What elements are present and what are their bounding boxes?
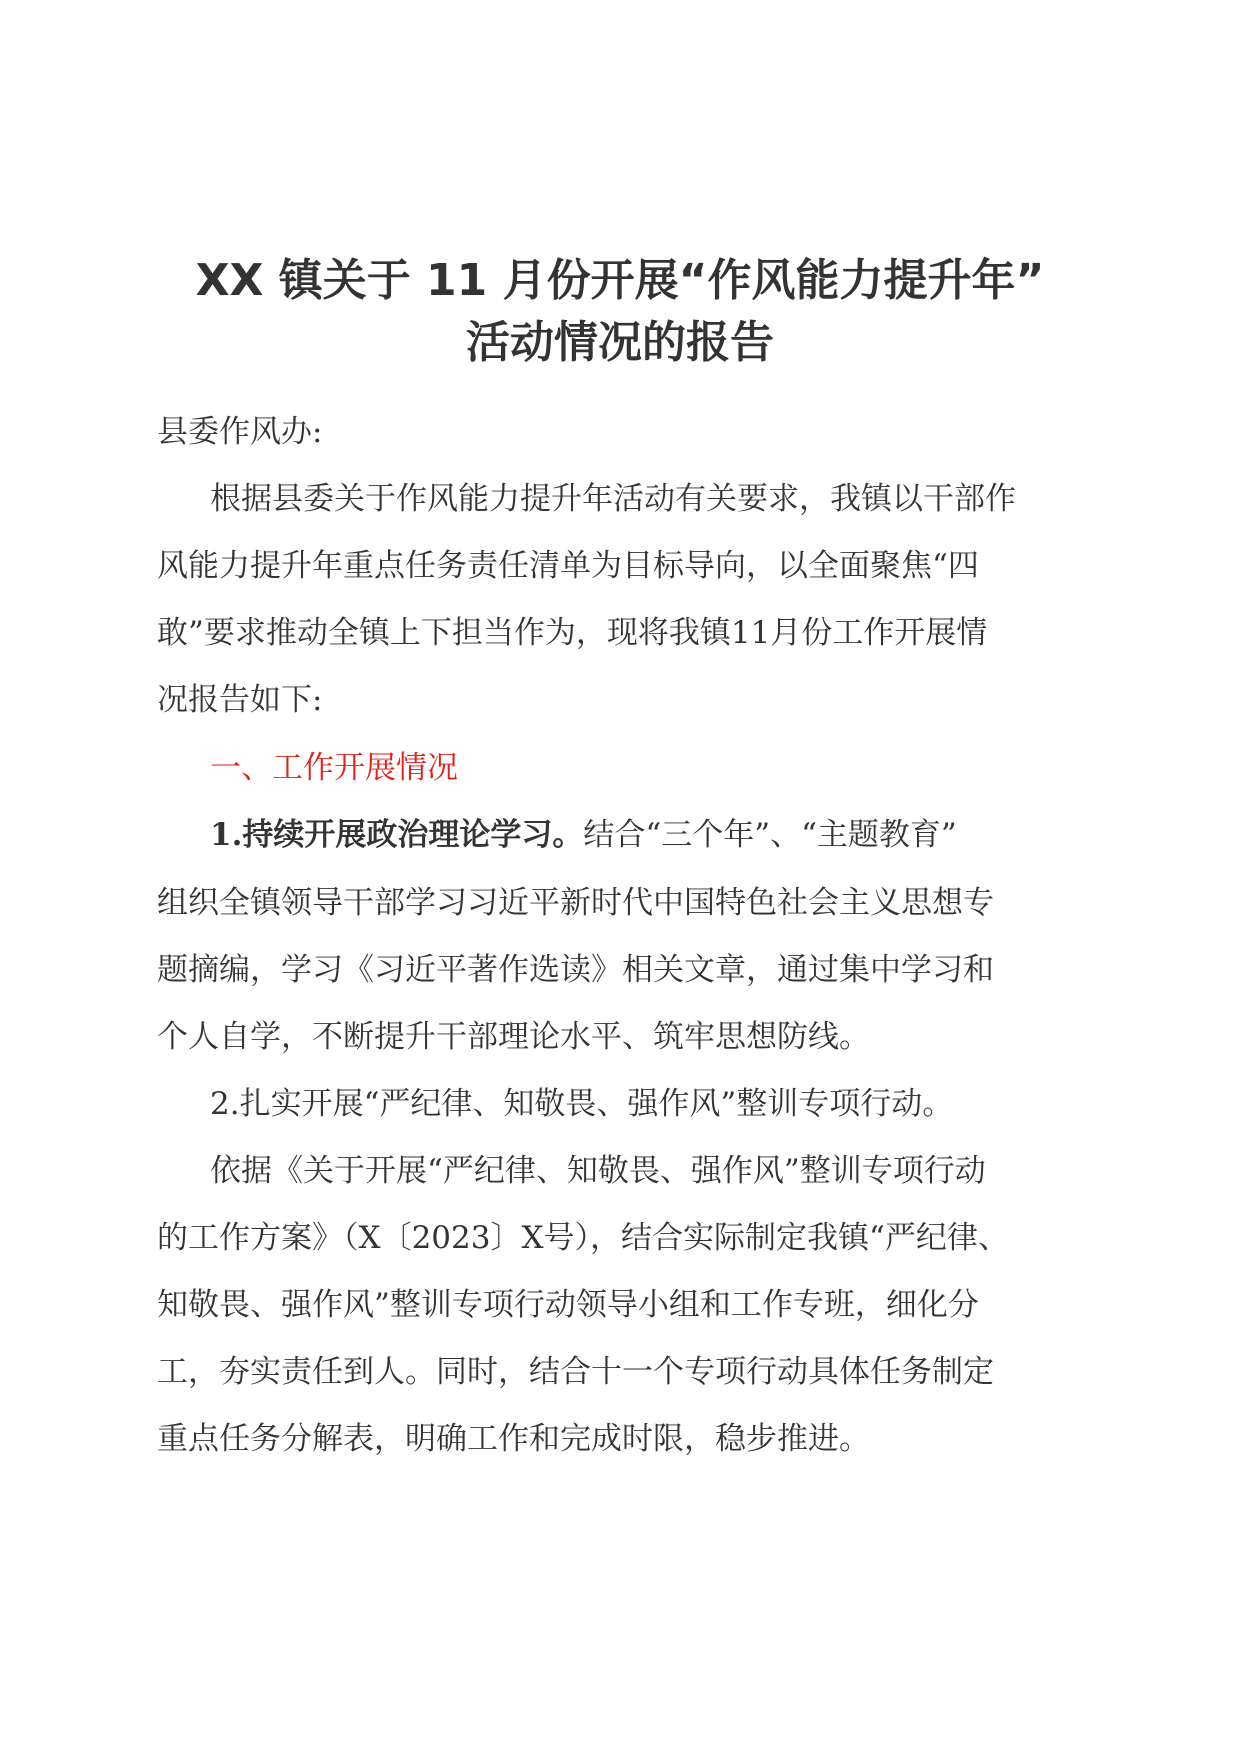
- item1-first-line: [210, 815, 957, 855]
- item1-line: 组织全镇领导干部学习习近平新时代中国特色社会主义思想专: [157, 885, 994, 921]
- item1-first-line-rest: 结合“三个年”、“主题教育”: [583, 817, 957, 853]
- intro-line: 根据县委关于作风能力提升年活动有关要求，我镇以干部作: [210, 481, 1016, 517]
- item2-line: 的工作方案》（X〔2023〕X号），结合实际制定我镇“严纪律、: [157, 1220, 1009, 1256]
- item2-line: 知敬畏、强作风”整训专项行动领导小组和工作专班，细化分: [157, 1287, 979, 1323]
- item2-line: 工，夯实责任到人。同时，结合十一个专项行动具体任务制定: [157, 1354, 994, 1390]
- item2-heading: 2.扎实开展“严纪律、知敬畏、强作风”整训专项行动。: [210, 1086, 954, 1122]
- item2-line: 重点任务分解表，明确工作和完成时限，稳步推进。: [157, 1421, 870, 1457]
- item1-lead: 1.持续开展政治理论学习。: [210, 817, 584, 853]
- intro-line: 风能力提升年重点任务责任清单为目标导向，以全面聚焦“四: [157, 548, 979, 584]
- section-heading: 一、工作开展情况: [210, 750, 458, 786]
- item2-first-line: 依据《关于开展“严纪律、知敬畏、强作风”整训专项行动: [210, 1153, 986, 1189]
- intro-line: 敢”要求推动全镇上下担当作为，现将我镇11月份工作开展情: [157, 615, 988, 651]
- item1-line: 个人自学，不断提升干部理论水平、筑牢思想防线。: [157, 1019, 870, 1055]
- item1-line: 题摘编，学习《习近平著作选读》相关文章，通过集中学习和: [157, 952, 994, 988]
- salutation: 县委作风办:: [157, 414, 323, 450]
- document-title-line2: 活动情况的报告: [466, 317, 774, 368]
- intro-line: 况报告如下:: [157, 682, 323, 718]
- document-title-line1: XX 镇关于 11 月份开展“作风能力提升年”: [195, 255, 1045, 306]
